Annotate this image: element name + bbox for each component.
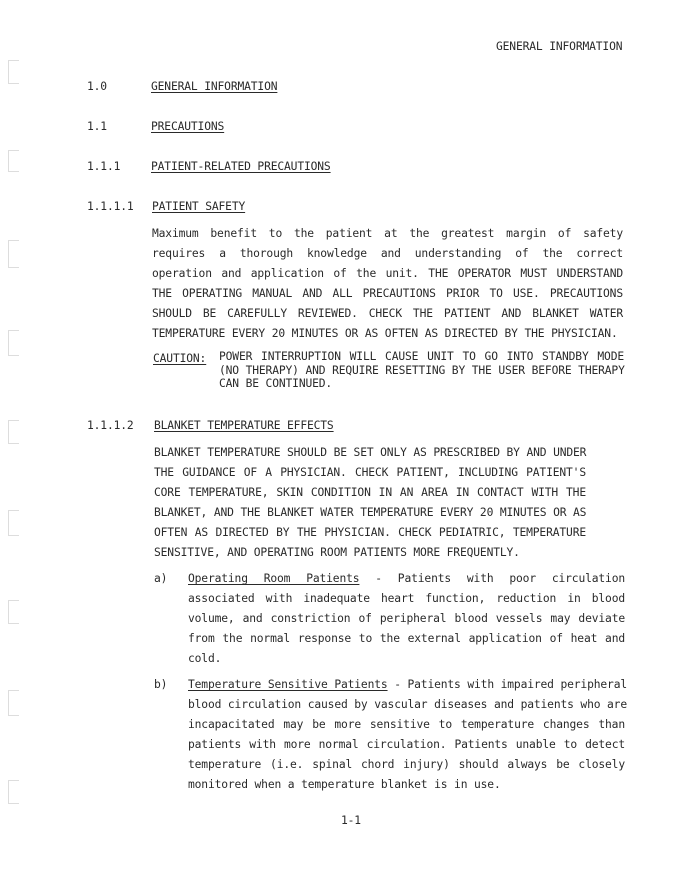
list-marker-b: b) (154, 678, 168, 691)
list-item-operating-room (188, 569, 625, 669)
list-item-line: blood circulation caused by vascular diseases and patients who are (188, 698, 627, 711)
list-item-term: Operating Room Patients (188, 572, 360, 585)
caution-label: CAUTION: (153, 352, 207, 365)
running-header: GENERAL INFORMATION (496, 40, 623, 53)
list-item-line: from the normal response to the external application of heat and (188, 632, 625, 645)
paragraph-line: Maximum benefit to the patient at the greatest margin of safety (152, 227, 623, 240)
section-number-1-1: 1.1 (87, 120, 107, 133)
section-title-1-1-1-2: BLANKET TEMPERATURE EFFECTS (154, 419, 334, 432)
list-item-temperature-sensitive (188, 675, 625, 795)
paragraph-line: OFTEN AS DIRECTED BY THE PHYSICIAN. CHECK PEDIATRIC, TEMPERATURE (154, 526, 586, 539)
list-item-line: patients with more normal circulation. Patients unable to detect (188, 738, 625, 751)
patient-safety-paragraph (152, 224, 623, 344)
paragraph-line: BLANKET TEMPERATURE SHOULD BE SET ONLY AS PRESCRIBED BY AND UNDER (154, 446, 587, 459)
section-title-1-1-1-1: PATIENT SAFETY (152, 200, 246, 213)
list-marker-a: a) (154, 572, 168, 585)
list-item-line: incapacitated may be more sensitive to temperature changes than (188, 718, 625, 731)
blanket-temperature-paragraph (154, 443, 586, 563)
section-number-1-0: 1.0 (87, 80, 107, 93)
paragraph-line: CORE TEMPERATURE, SKIN CONDITION IN AN AREA IN CONTACT WITH THE (154, 486, 586, 499)
paragraph-line: operation and application of the unit. THE OPERATOR MUST UNDERSTAND (152, 267, 623, 280)
section-title-1-0: GENERAL INFORMATION (151, 80, 278, 93)
scan-binding-mark (8, 240, 19, 268)
caution-line: POWER INTERRUPTION WILL CAUSE UNIT TO GO INTO STANDBY MODE (219, 350, 624, 363)
scan-binding-mark (8, 780, 19, 804)
scan-binding-mark (8, 510, 19, 536)
paragraph-line: THE GUIDANCE OF A PHYSICIAN. CHECK PATIENT, INCLUDING PATIENT'S (154, 466, 586, 479)
paragraph-line: SHOULD BE CAREFULLY REVIEWED. CHECK THE PATIENT AND BLANKET WATER (152, 307, 623, 320)
scan-binding-mark (8, 420, 19, 444)
list-item-first-line (188, 569, 625, 589)
section-number-1-1-1: 1.1.1 (87, 160, 121, 173)
section-number-1-1-1-1: 1.1.1.1 (87, 200, 134, 213)
scan-binding-mark (8, 150, 19, 172)
list-item-first-line (188, 675, 625, 695)
list-item-line: monitored when a temperature blanket is in use. (188, 778, 501, 791)
list-item-line: cold. (188, 652, 222, 665)
scan-binding-mark (8, 600, 19, 624)
caution-text (219, 350, 624, 391)
scan-binding-mark (8, 690, 19, 716)
list-item-line: associated with inadequate heart function, reduction in blood (188, 592, 625, 605)
list-item-text: - Patients with impaired peripheral (387, 678, 627, 691)
list-item-line: volume, and constriction of peripheral blood vessels may deviate (188, 612, 625, 625)
caution-line: (NO THERAPY) AND REQUIRE RESETTING BY THE USER BEFORE THERAPY (219, 363, 625, 377)
paragraph-line: requires a thorough knowledge and understanding of the correct (152, 247, 623, 260)
list-item-term: Temperature Sensitive Patients (188, 678, 388, 691)
paragraph-line: BLANKET, AND THE BLANKET WATER TEMPERATURE EVERY 20 MINUTES OR AS (154, 506, 587, 519)
caution-line: CAN BE CONTINUED. (219, 377, 333, 390)
list-item-text: - Patients with poor circulation (359, 572, 625, 585)
page-number: 1-1 (341, 814, 361, 827)
paragraph-line: THE OPERATING MANUAL AND ALL PRECAUTIONS PRIOR TO USE. PRECAUTIONS (152, 287, 623, 300)
paragraph-line: TEMPERATURE EVERY 20 MINUTES OR AS OFTEN AS DIRECTED BY THE PHYSICIAN. (152, 327, 618, 340)
scan-binding-mark (8, 330, 19, 356)
section-title-1-1-1: PATIENT-RELATED PRECAUTIONS (151, 160, 331, 173)
paragraph-line: SENSITIVE, AND OPERATING ROOM PATIENTS MORE FREQUENTLY. (154, 546, 520, 559)
section-number-1-1-1-2: 1.1.1.2 (87, 419, 134, 432)
scan-binding-mark (8, 60, 19, 84)
list-item-line: temperature (i.e. spinal chord injury) should always be closely (188, 758, 625, 771)
section-title-1-1: PRECAUTIONS (151, 120, 225, 133)
